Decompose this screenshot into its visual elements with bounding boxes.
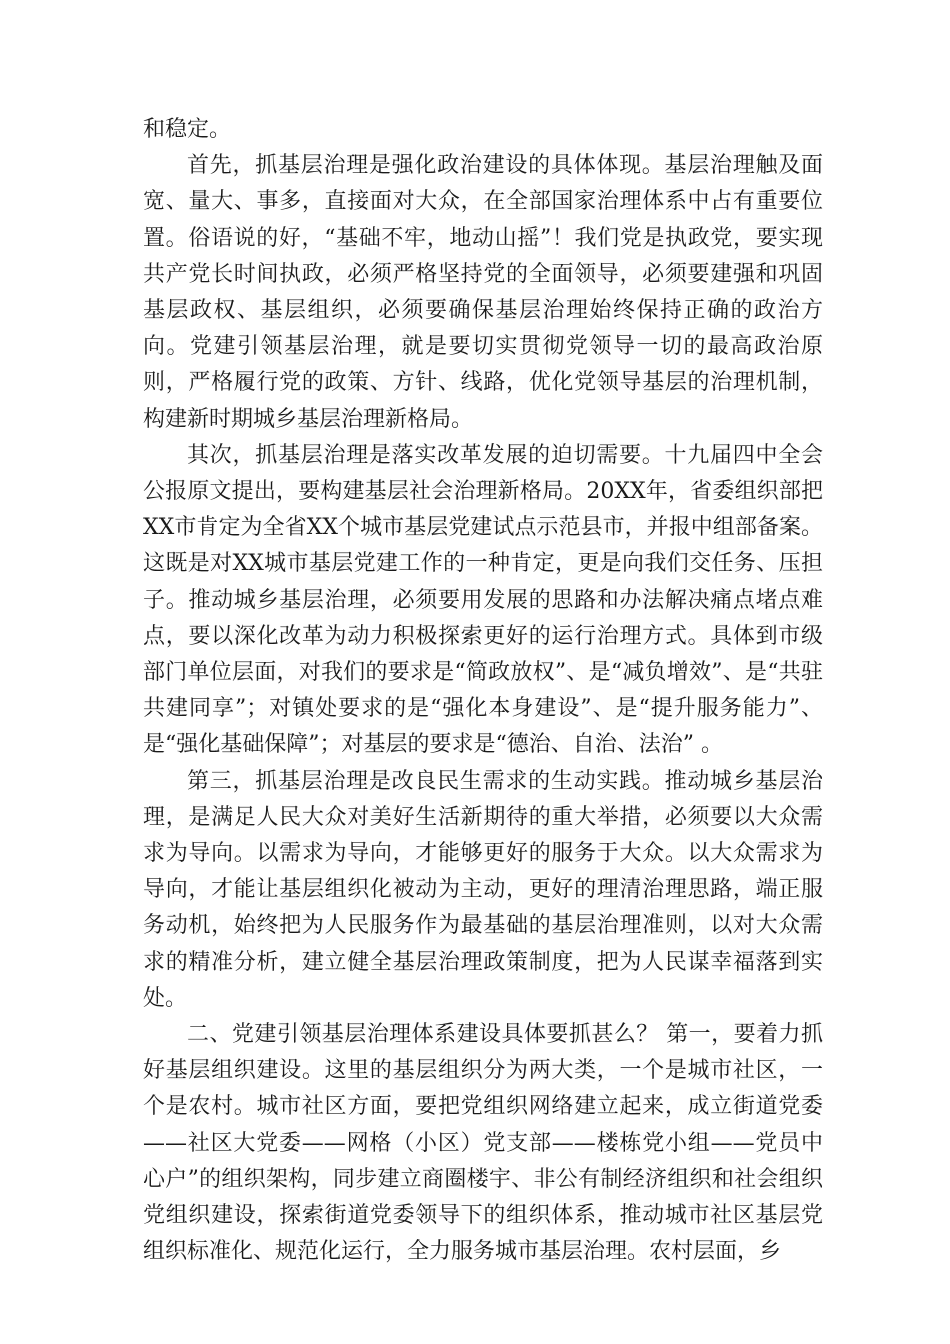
paragraph-livelihood-needs: 第三，抓基层治理是改良民生需求的生动实践。推动城乡基层治理，是满足人民大众对美好生活新期待的重大举措，必须要以大众需求为导向。以需求为导向，才能够更好的服务于大众。以大众需求为导向，才能让基层组织化被动为主动，更好的理清治理思路，端正服务动机，始终把为人民服务作为最基础的基层治理准则，以对大众需求的精准分析，建立健全基层治理政策制度，把为人民谋幸福落到实处。: [143, 768, 823, 1011]
document-body: [143, 112, 823, 1271]
paragraph-political-construction: 首先，抓基层治理是强化政治建设的具体体现。基层治理触及面宽、量大、事多，直接面对大众，在全部国家治理体系中占有重要位置。俗语说的好，“基础不牢，地动山摇”！我们党是执政党，要实现共产党长时间执政，必须严格坚持党的全面领导，必须要建强和巩固基层政权、基层组织，必须要确保基层治理始终保持正确的政治方向。党建引领基层治理，就是要切实贯彻党领导一切的最高政治原则，严格履行党的政策、方针、线路，优化党领导基层的治理机制，构建新时期城乡基层治理新格局。: [143, 153, 823, 432]
paragraph-reform-development: 其次，抓基层治理是落实改革发展的迫切需要。十九届四中全会公报原文提出，要构建基层社会治理新格局。20XX年，省委组织部把XX市肯定为全省XX个城市基层党建试点示范县市，并报中组部备案。这既是对XX城市基层党建工作的一种肯定，更是向我们交任务、压担子。推动城乡基层治理，必须要用发展的思路和办法解决痛点堵点难点，要以深化改革为动力积极探索更好的运行治理方式。具体到市级部门单位层面，对我们的要求是“简政放权”、是“减负增效”、是“共驻共建同享”；对镇处要求的是“强化本身建设”、是“提升服务能力”、是“强化基础保障”；对基层的要求是“德治、自治、法治” 。: [143, 442, 823, 758]
paragraph-continuation: 和稳定。: [143, 117, 232, 142]
paragraph-section-two: 二、党建引领基层治理体系建设具体要抓甚么？ 第一，要着力抓好基层组织建设。这里的基层组织分为两大类，一个是城市社区，一个是农村。城市社区方面，要把党组织网络建立起来，成立街道党委——社区大党委——网格（小区）党支部——楼栋党小组——党员中心户”的组织架构，同步建立商圈楼宇、非公有制经济组织和社会组织党组织建设，探索街道党委领导下的组织体系，推动城市社区基层党组织标准化、规范化运行，全力服务城市基层治理。农村层面，乡: [143, 1022, 823, 1265]
